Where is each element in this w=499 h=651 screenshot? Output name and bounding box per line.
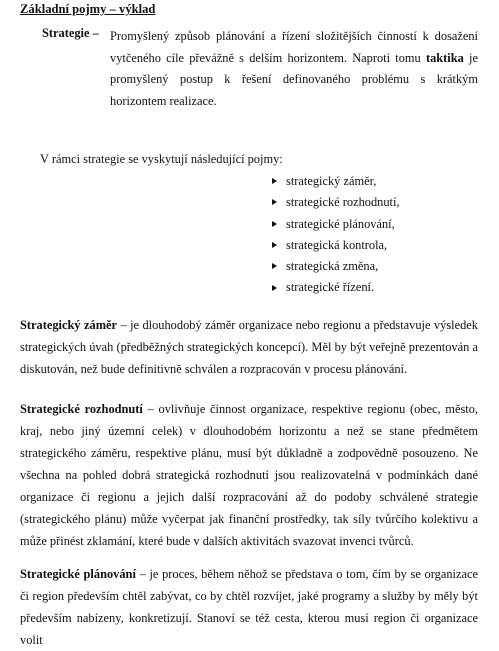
list-item <box>272 235 400 256</box>
list-item <box>272 171 400 192</box>
list-item-label: strategická změna, <box>286 259 379 274</box>
paragraph-text: – je dlouhodobý záměr organizace nebo regionu a představuje výsledek strategických úvah (předběžných strategických koncepcí). Měl by být veřejně prezentován a diskutován, než bude definitivně schválen a rozpracován v procesu plánování. <box>20 318 478 376</box>
list-item-label: strategické řízení. <box>286 280 375 295</box>
list-item <box>272 192 400 213</box>
arrow-bullet-icon <box>272 285 277 291</box>
strategie-definition <box>110 26 478 112</box>
paragraph-text: – je proces, během něhož se představa o tom, čím by se organizace či region především chtěl zabývat, co by chtěl rozvíjet, jaké programy a služby by měly být především nabízeny, konkretizují. Stanoví se též cesta, kterou musí region či organizace volit <box>20 567 478 647</box>
arrow-bullet-icon <box>272 263 277 269</box>
taktika-term: taktika <box>425 50 464 65</box>
strategie-text-before: Promyšlený způsob plánování a řízení složitějších činností k dosažení vytčeného cíle převážně s delším horizontem. Naproti tomu <box>110 29 478 65</box>
arrow-bullet-icon <box>272 199 277 205</box>
paragraph-term: Strategické rozhodnutí <box>20 402 143 416</box>
concept-list <box>272 171 400 299</box>
list-item-label: strategický záměr, <box>286 174 377 188</box>
paragraph-text: – ovlivňuje činnost organizace, respektive regionu (obec, město, kraj, nebo jiný územní celek) v dlouhodobém horizontu a než se stane předmětem strategického záměru, respektive plánu, musí být důkladně a zodpovědně posouzeno. Ne všechna na pohled dobrá strategická rozhodnutí jsou realizovatelná v podmínkách dané organizace či regionu a jejich další rozpracování až do podoby schválené strategie (strategického plánu) může vyčerpat jak finanční prostředky, tak síly tvůrčího kolektivu a může přinést zklamání, které bude v dalších aktivitách svazovat invenci tvůrců. <box>20 402 478 548</box>
list-item-label: strategické rozhodnutí, <box>286 195 400 210</box>
intro-sentence: V rámci strategie se vyskytují následující pojmy: <box>40 152 283 166</box>
paragraph-strategicke-planovani <box>20 563 478 651</box>
paragraph-strategicky-zamer <box>20 314 478 380</box>
paragraph-term: Strategické plánování <box>20 567 136 581</box>
list-item-label: strategické plánování, <box>286 216 395 231</box>
arrow-bullet-icon <box>272 242 277 248</box>
strategie-term: Strategie – <box>42 26 99 40</box>
list-item <box>272 214 400 235</box>
paragraph-term: Strategický záměr <box>20 318 118 332</box>
list-item <box>272 256 400 277</box>
arrow-bullet-icon <box>272 221 277 227</box>
list-item <box>272 277 400 298</box>
strategie-text-after: je promyšlený postup k řešení definovaného problému s krátkým horizontem realizace. <box>110 50 478 108</box>
arrow-bullet-icon <box>272 178 277 184</box>
paragraph-strategicke-rozhodnuti <box>20 398 478 552</box>
list-item-label: strategická kontrola, <box>286 237 388 252</box>
section-heading: Základní pojmy – výklad <box>20 2 156 16</box>
